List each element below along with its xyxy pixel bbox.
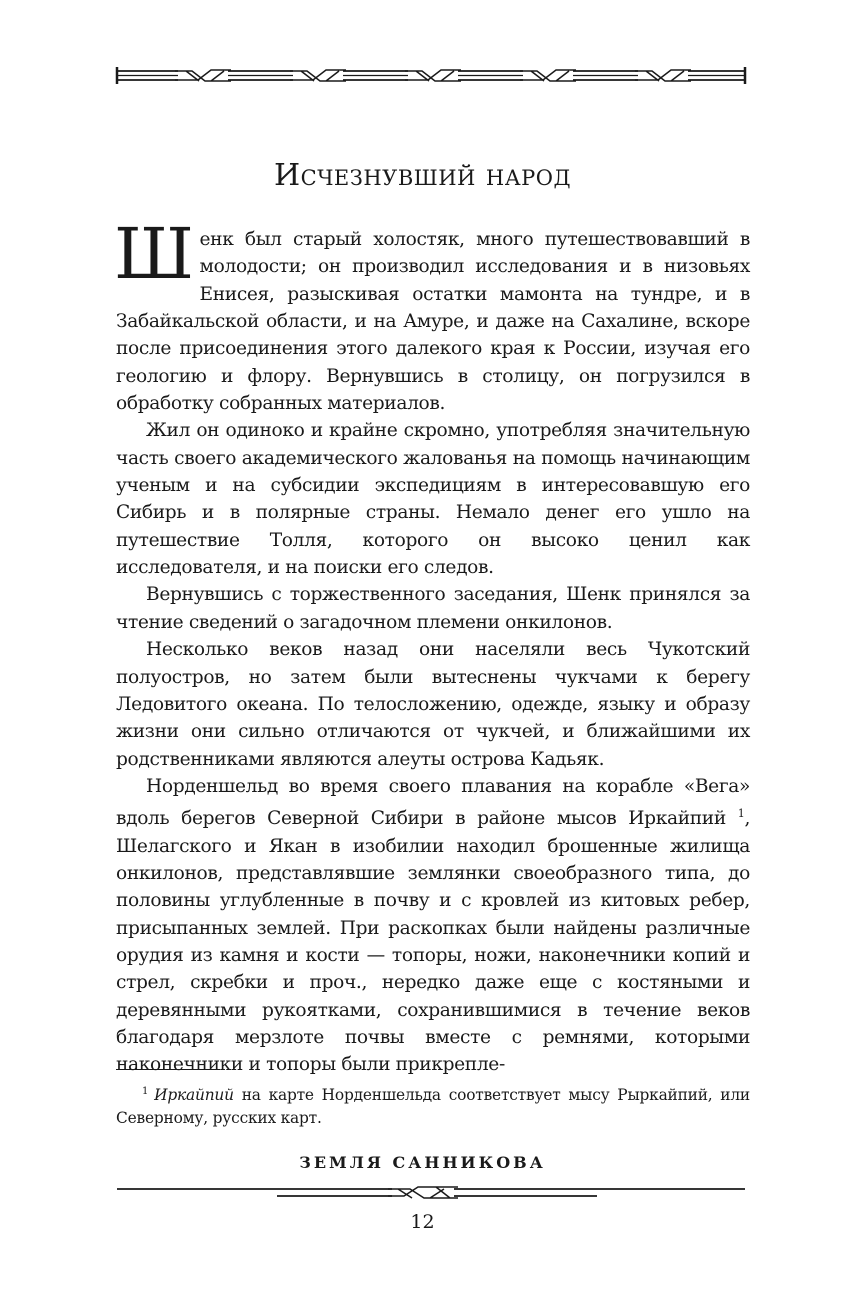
paragraph-5-text-b: , Шелагского и Якан в изобилии находил брошенные жилища онкилонов, представлявшие землянки своеобразного типа, до половины углубленные в почву и с кровлей из китовых ребер, присыпанных землей. При раскопках были найдены различные орудия из камня и кости — топоры, ножи, наконечники копий и стрел, скребки и проч., нередко даже еще с костяными и деревянными рукоятками, сохранившимися в течение веков благодаря мерзлоте почвы вместе с ремнями, которыми наконечники и топоры были прикрепле- (116, 808, 751, 1076)
footnote-term: Иркайпий (154, 1086, 234, 1104)
footnote-marker: 1 (142, 1086, 149, 1097)
top-ornament-rule (0, 60, 845, 90)
bottom-ornament-rule (0, 1180, 845, 1204)
chapter-title: Исчезнувший народ (273, 158, 572, 193)
body-text (114, 213, 751, 1079)
footnote-text: на карте Норденшельда соответствует мысу Рыркайпий, или Северному, русских карт. (116, 1086, 750, 1127)
running-title: ЗЕМЛЯ САННИКОВА (299, 1153, 546, 1172)
paragraph-1-text: енк был старый холостяк, много путешествовавший в молодости; он производил исследования и в низовьях Енисея, разыскивая остатки мамонта на тундре, и в Забайкальской области, и на Амуре, и даже на Сахалине, вскоре после присоединения этого далекого края к России, изучая его геологию и флору. Вернувшись в столицу, он погрузился в обработку собранных материалов. (116, 229, 750, 415)
paragraph-1 (114, 213, 750, 417)
footnote-separator (116, 1069, 220, 1070)
paragraph-2: Жил он одиноко и крайне скромно, употребляя значительную часть своего академического жалованья на помощь начинающим ученым и на субсидии экспедициям в интересовавшую его Сибирь и в полярные страны. Немало денег его ушло на путешествие Толля, которого он высоко ценил как исследователя, и на поиски его следов. (116, 420, 750, 579)
paragraph-5-text-a: Норденшельд во время своего плавания на корабле «Вега» вдоль берегов Северной Сибири в районе мысов Иркайпий (116, 775, 750, 830)
footnote (116, 1080, 750, 1130)
drop-cap: Ш (114, 213, 194, 295)
paragraph-5 (116, 773, 750, 1079)
page-number: 12 (410, 1211, 435, 1233)
footnote-reference[interactable]: 1 (737, 807, 745, 821)
paragraph-3: Вернувшись с торжественного заседания, Шенк принялся за чтение сведений о загадочном племени онкилонов. (116, 584, 750, 633)
paragraph-4: Несколько веков назад они населяли весь Чукотский полуостров, но затем были вытеснены чукчами к берегу Ледовитого океана. По телосложению, одежде, языку и образу жизни они сильно отличаются от чукчей, и ближайшими их родственниками являются алеуты острова Кадьяк. (116, 639, 750, 770)
